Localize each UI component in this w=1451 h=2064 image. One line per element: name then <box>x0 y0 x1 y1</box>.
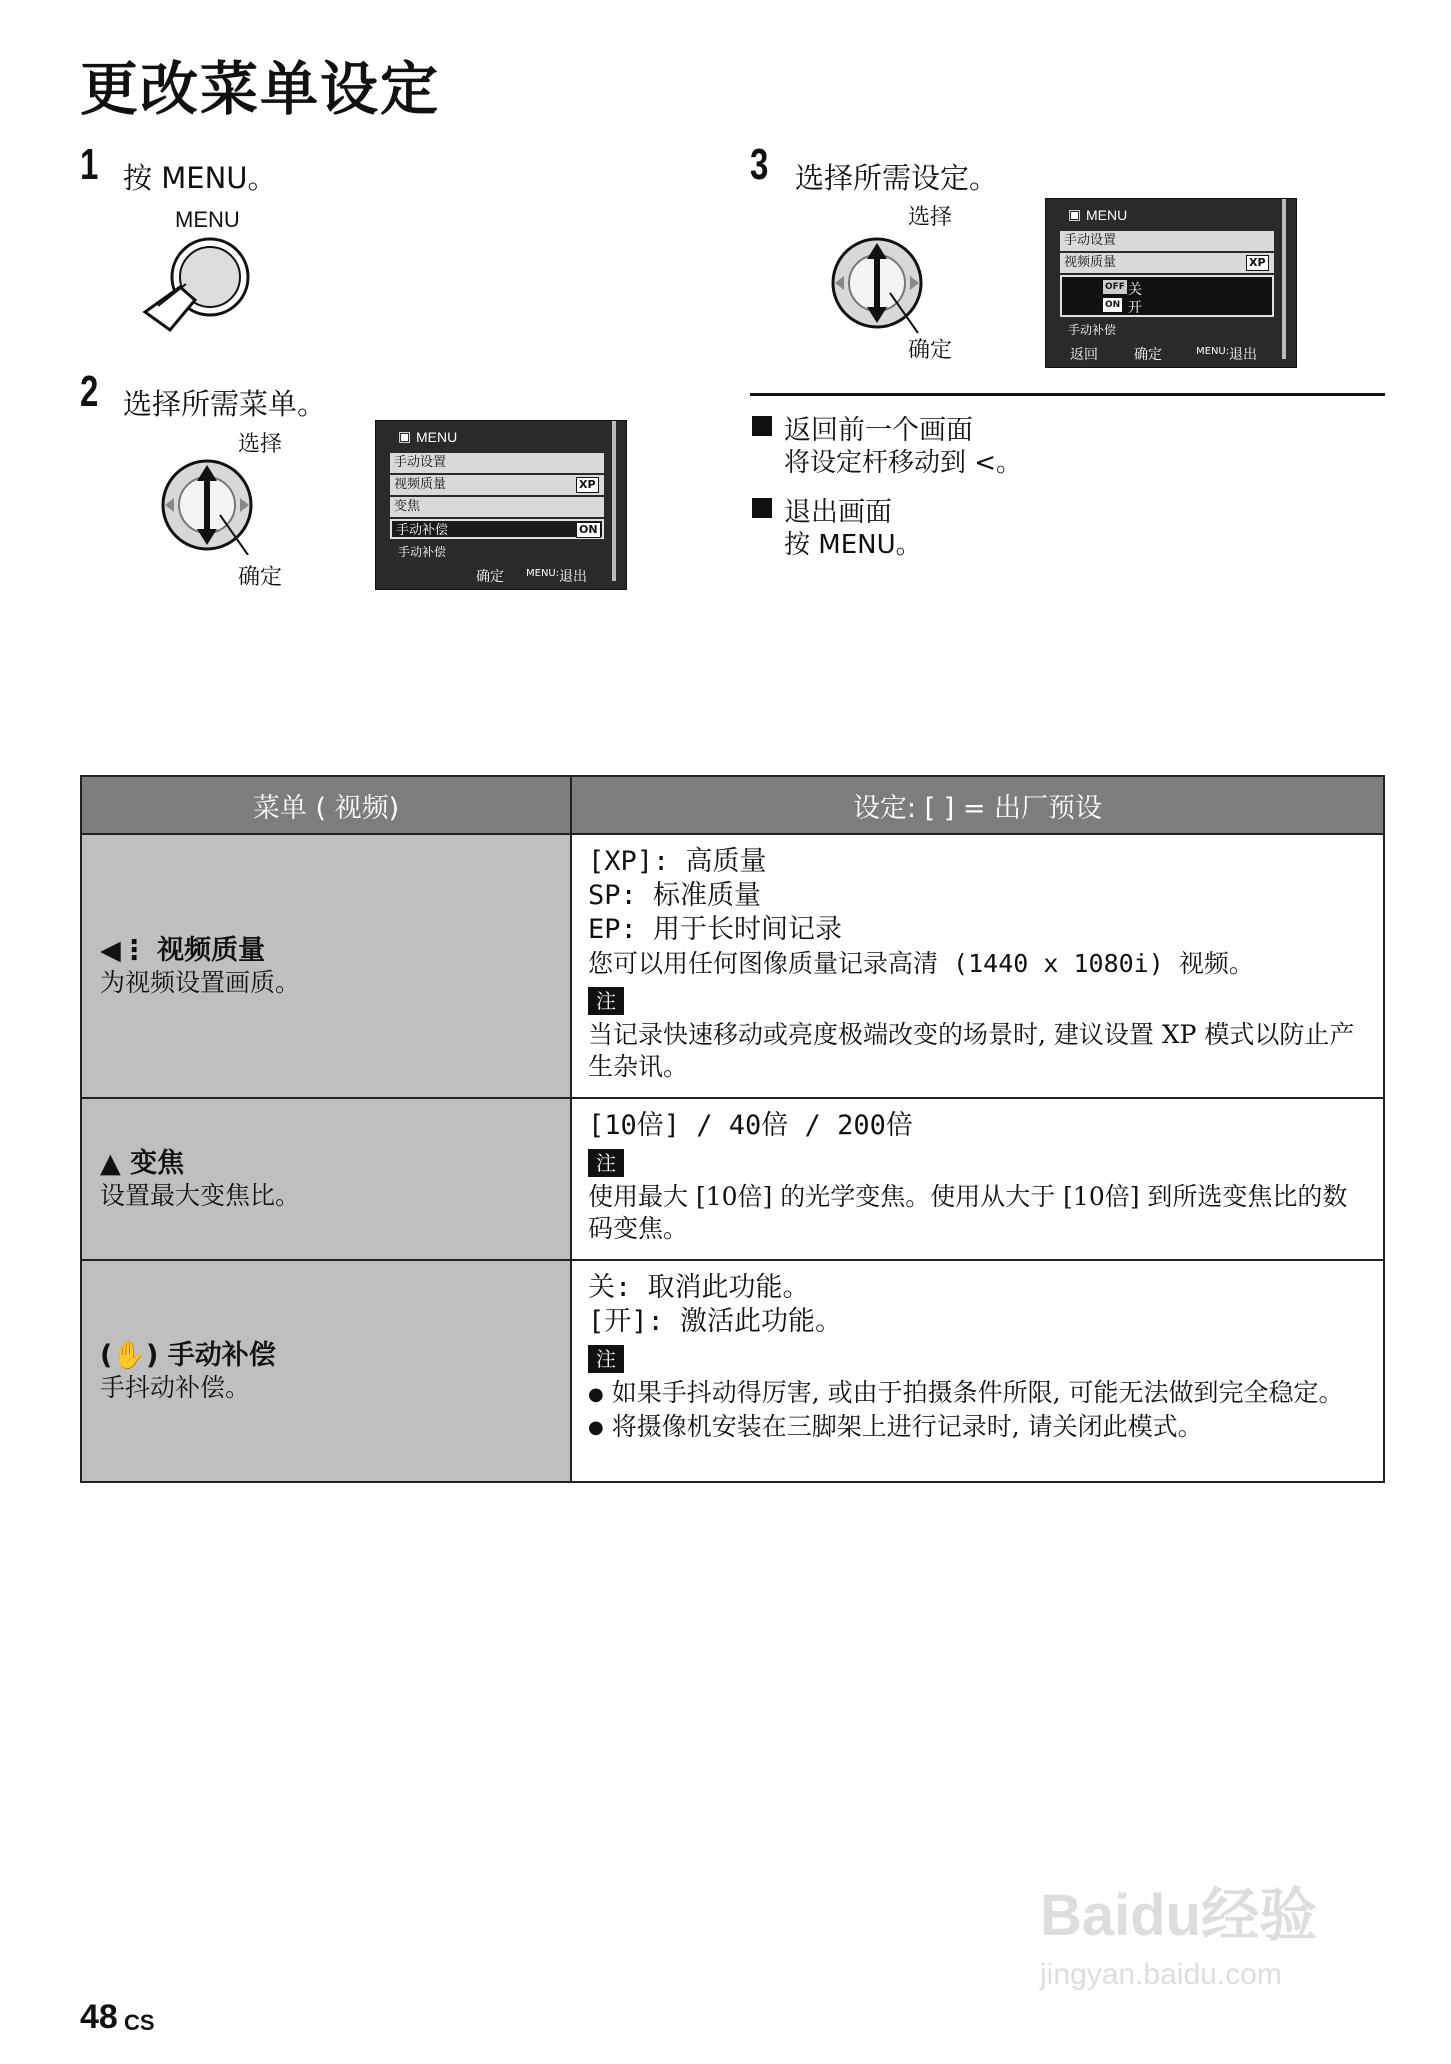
square-bullet <box>752 498 772 518</box>
row-note: 当记录快速移动或亮度极端改变的场景时, 建议设置 XP 模式以防止产生杂讯。 <box>588 1020 1355 1081</box>
xp-badge: XP <box>576 477 599 493</box>
setting-back-hint: 返回 <box>1070 347 1098 363</box>
table-row-values <box>571 1098 1384 1260</box>
step-2-confirm-label: 确定 <box>238 565 283 590</box>
table-row-values <box>571 1260 1384 1482</box>
step-3-confirm-label: 确定 <box>908 338 953 363</box>
row-name: 变焦 <box>130 1148 185 1179</box>
row-line: [开]: 激活此功能。 <box>588 1306 843 1337</box>
step-3-text: 选择所需设定。 <box>795 161 999 195</box>
option-list <box>1060 275 1274 317</box>
table-row-label <box>81 1260 571 1482</box>
note-badge: 注 <box>588 1345 624 1373</box>
setting-footer-label: 手动补偿 <box>1068 323 1117 337</box>
note-back-text: 将设定杆移动到 <。 <box>784 448 1023 478</box>
square-bullet <box>752 416 772 436</box>
row-bullet: ● 将摄像机安装在三脚架上进行记录时, 请关闭此模式。 <box>588 1411 1369 1445</box>
menu-screen-header: MENU <box>416 429 458 445</box>
table-row <box>81 834 1384 1098</box>
step-2-number: 2 <box>80 367 99 416</box>
watermark-logo: Baidu经验 <box>1040 1883 1318 1948</box>
setting-row-manual-setting[interactable]: 手动设置 <box>1060 231 1274 251</box>
note-exit-text: 按 MENU。 <box>784 530 922 560</box>
note-badge: 注 <box>588 1149 624 1177</box>
off-badge: OFF <box>1102 279 1128 295</box>
setting-screen <box>1045 198 1297 368</box>
option-on[interactable]: 开 <box>1128 300 1142 316</box>
xp-badge-2: XP <box>1246 255 1269 271</box>
row-note: 使用最大 [10倍] 的光学变焦。使用从大于 [10倍] 到所选变焦比的数码变焦。 <box>588 1182 1348 1243</box>
note-back-title: 返回前一个画面 <box>784 415 973 446</box>
section-divider <box>750 393 1385 396</box>
menu-row-stabilizer-selected[interactable]: 手动补偿 <box>390 519 604 539</box>
menu-button-press-icon <box>140 232 255 337</box>
row-desc: 为视频设置画质。 <box>100 968 301 997</box>
menu-footer-label: 手动补偿 <box>398 545 447 559</box>
row-line: [10倍] / 40倍 / 200倍 <box>588 1110 913 1141</box>
table-header-menu: 菜单 ( 视频) <box>81 776 571 834</box>
row-bullet: ● 如果手抖动得厉害, 或由于拍摄条件所限, 可能无法做到完全稳定。 <box>588 1377 1369 1411</box>
table-row-label <box>81 1098 571 1260</box>
table-row <box>81 1260 1384 1482</box>
table-header-row <box>81 776 1384 834</box>
menu-confirm-hint: 确定 <box>476 569 504 585</box>
row-line: [XP]: 高质量 <box>588 846 767 877</box>
table-row <box>81 1098 1384 1260</box>
table-header-setting: 设定: [ ] = 出厂预设 <box>571 776 1384 834</box>
joystick-icon-2 <box>830 235 930 335</box>
row-line: 关: 取消此功能。 <box>588 1272 810 1303</box>
step-3-select-label: 选择 <box>908 205 953 230</box>
note-exit-title: 退出画面 <box>784 497 892 528</box>
stabilizer-icon: (✋) <box>100 1340 159 1371</box>
step-1-number: 1 <box>80 140 99 189</box>
setting-exit-hint: 退出 <box>1229 347 1257 363</box>
option-off[interactable]: 关 <box>1128 282 1142 298</box>
video-quality-icon: ◀⋮ <box>100 935 148 966</box>
step-2-text: 选择所需菜单。 <box>123 387 327 421</box>
camera-icon: ▣ <box>398 429 412 445</box>
row-name: 手动补偿 <box>167 1340 276 1371</box>
menu-key-label: MENU: <box>526 568 560 579</box>
row-line: 您可以用任何图像质量记录高清 (1440 x 1080i) 视频。 <box>588 949 1254 978</box>
menu-settings-table <box>80 775 1385 1483</box>
setting-confirm-hint: 确定 <box>1134 347 1162 363</box>
row-line: EP: 用于长时间记录 <box>588 914 843 945</box>
step-2-select-label: 选择 <box>238 432 283 457</box>
page-title: 更改菜单设定 <box>80 55 441 123</box>
menu-button-label: MENU <box>175 207 240 232</box>
setting-screen-header: MENU <box>1086 207 1128 223</box>
page-lang: CS <box>124 2010 155 2035</box>
menu-row-manual-setting[interactable]: 手动设置 <box>390 453 604 473</box>
menu-scrollbar[interactable] <box>612 421 616 581</box>
on-badge: ON <box>576 522 601 538</box>
menu-screen <box>375 420 627 590</box>
row-desc: 手抖动补偿。 <box>100 1373 251 1402</box>
page-number: 48 <box>80 1998 118 2036</box>
setting-row-video-quality[interactable]: 视频质量 <box>1060 253 1274 273</box>
watermark-url: jingyan.baidu.com <box>1040 1958 1282 1991</box>
row-line: SP: 标准质量 <box>588 880 762 911</box>
setting-key-label: MENU: <box>1196 346 1230 357</box>
note-badge: 注 <box>588 987 624 1015</box>
on-badge-2: ON <box>1102 297 1123 313</box>
joystick-icon <box>160 455 260 555</box>
row-name: 视频质量 <box>157 935 266 966</box>
step-3-number: 3 <box>750 140 769 189</box>
table-row-label <box>81 834 571 1098</box>
zoom-icon: ▲ <box>100 1148 121 1179</box>
table-row-values <box>571 834 1384 1098</box>
menu-exit-hint: 退出 <box>559 569 587 585</box>
row-desc: 设置最大变焦比。 <box>100 1181 301 1210</box>
step-1-text: 按 MENU。 <box>123 161 277 195</box>
camera-icon-2: ▣ <box>1068 207 1082 223</box>
menu-row-video-quality[interactable]: 视频质量 <box>390 475 604 495</box>
setting-scrollbar[interactable] <box>1282 199 1286 359</box>
menu-row-zoom[interactable]: 变焦 <box>390 497 604 517</box>
